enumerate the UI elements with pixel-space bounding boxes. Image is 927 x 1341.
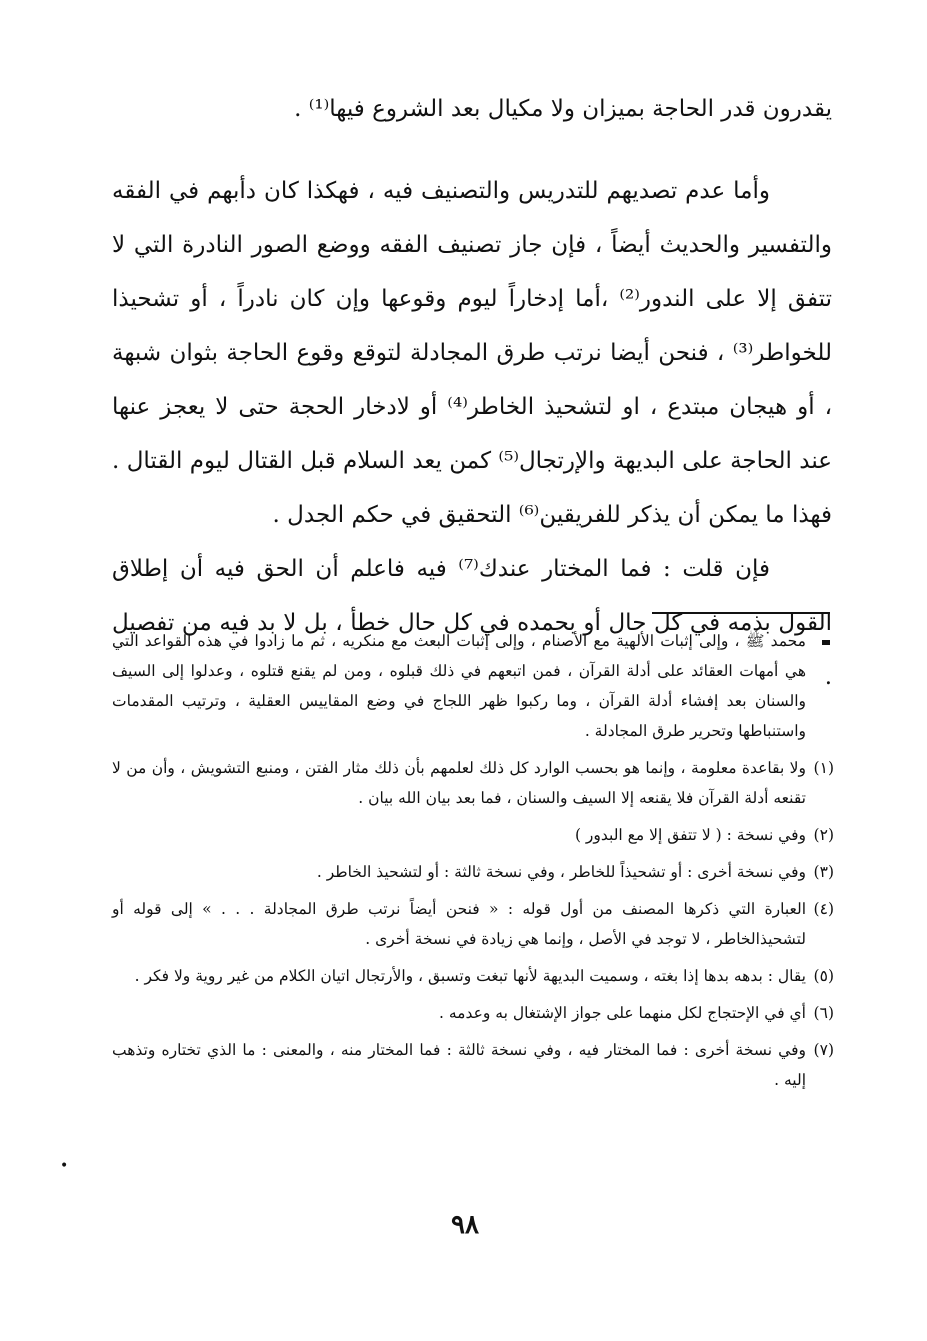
footnote-text: ولا بقاعدة معلومة ، وإنما هو بحسب الوارد كل ذلك لعلمهم بأن ذلك مثار الفتن ، ومنبع التشويش ، وأن من لا تقنعه أدلة القرآن فلا يقنعه إلا السيف والسنان ، فما بعد بيان الله بيان . <box>112 759 806 807</box>
footnote-marker: (٥) <box>813 967 834 985</box>
footnote-marker: (٧) <box>813 1041 834 1059</box>
footnote-marker: (٣) <box>813 863 834 881</box>
footnote-text: محمد ﷺ ، وإلى إثبات الألهية مع الأصنام ، وإلى إثبات البعث مع منكريه ، ثم ما زادوا في هذه القواعد التي هي أمهات العقائد على أدلة القرآن ، فمن اتبعهم في ذلك قبلوه ، ومن لم يقنع قتلوه ، وعدلوا إلى السيف والسنان بعد إفشاء أدلة القرآن ، وما ركبوا ظهر اللجاج في وضع المقاييس العقلية ، وترتيب المقدمات واستنباطها وتحرير طرق المجادلة . <box>112 632 806 740</box>
footnote-marker: (٦) <box>813 1004 834 1022</box>
paragraph-teaching: وأما عدم تصديهم للتدريس والتصنيف فيه ، فهكذا كان دأبهم في الفقه والتفسير والحديث أيضاً ، فإن جاز تصنيف الفقه ووضع الصور النادرة التي لا تتفق إلا على الندور⁽²⁾ ،أما إدخاراً ليوم وقوعها وإن كان نادراً ، أو تشحيذا للخواطر⁽³⁾ ، فنحن أيضا نرتب طرق المجادلة لتوقع وقوع الحاجة بثوان شبهة ، أو هيجان مبتدع ، او لتشحيذ الخاطر⁽⁴⁾ أو لادخار الحجة حتى لا يعجز عنها عند الحاجة على البديهة والإرتجال⁽⁵⁾ كمن يعد السلام قبل القتال ليوم القتال . فهذا ما يمكن أن يذكر للفريقين⁽⁶⁾ التحقيق في حكم الجدل . <box>112 178 832 528</box>
footnote-marker: (٢) <box>813 826 834 844</box>
footnote-continued <box>112 626 834 746</box>
continuation-square-icon <box>822 640 830 645</box>
footnote-marker: (٤) <box>813 900 834 918</box>
footnote-text: وفي نسخة : ( لا تتفق إلا مع البدور ) <box>574 826 806 844</box>
footnote-separator <box>652 612 830 614</box>
margin-mark-icon: • <box>60 1158 69 1174</box>
paragraph-opinion: فإن قلت : فما المختار عندك⁽⁷⁾ فيه فاعلم أن الحق فيه أن إطلاق القول بذمه في كل حال أو بحمده في كل حال خطأ ، بل لا بد فيه من تفصيل . <box>112 556 832 690</box>
footnote-4 <box>112 894 834 954</box>
footnote-7 <box>112 1035 834 1095</box>
footnotes <box>112 626 834 1102</box>
footnote-2 <box>112 820 834 850</box>
footnote-text: أي في الإحتجاج لكل منهما على جواز الإشتغال به وعدمه . <box>439 1004 806 1022</box>
paragraph-continuation: يقدرون قدر الحاجة بميزان ولا مكيال بعد الشروع فيها⁽¹⁾ . <box>294 96 832 122</box>
footnote-1 <box>112 753 834 813</box>
footnote-marker: (١) <box>813 759 834 777</box>
footnote-5 <box>112 961 834 991</box>
footnote-text: وفي نسخة أخرى : أو تشحيذاً للخاطر ، وفي نسخة ثالثة : أو لتشحيذ الخاطر . <box>316 863 806 881</box>
page-number: ٩٨ <box>451 1210 479 1240</box>
main-text <box>112 82 832 704</box>
footnote-text: العبارة التي ذكرها المصنف من أول قوله : « فنحن أيضاً نرتب طرق المجادلة . . . » إلى قوله أو لتشحيذالخاطر ، لا توجد في الأصل ، وإنما هي زيادة في نسخة أخرى . <box>112 900 806 948</box>
footnote-3 <box>112 857 834 887</box>
footnote-text: وفي نسخة أخرى : فما المختار فيه ، وفي نسخة ثالثة : فما المختار منه ، والمعنى : ما الذي تختاره وتذهب إليه . <box>112 1041 806 1089</box>
footnote-6 <box>112 998 834 1028</box>
footnote-text: يقال : بدهه بدها إذا بغته ، وسميت البديهة لأنها تبغت وتسبق ، والأرتجال اتيان الكلام من غير روية ولا فكر . <box>134 967 806 985</box>
